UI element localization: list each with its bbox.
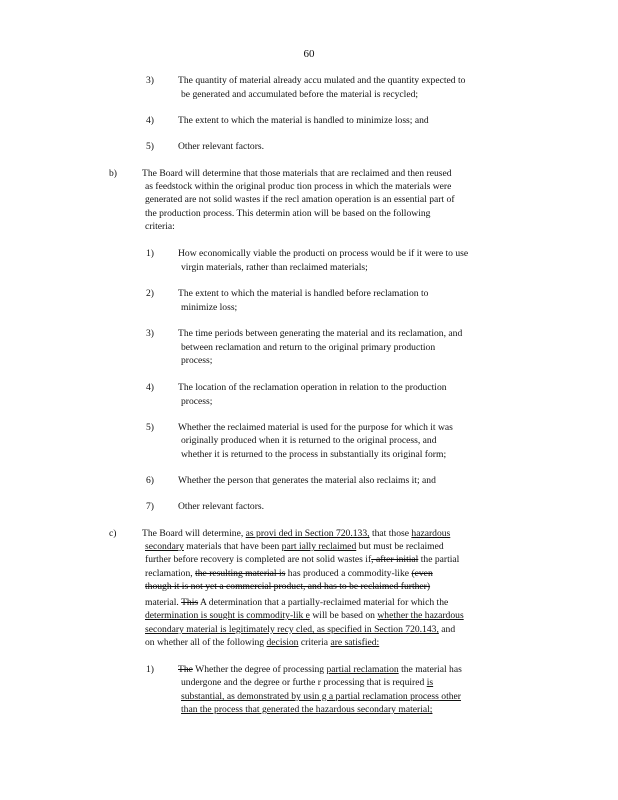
text-line (145, 623, 455, 636)
text-run: reclamation, (145, 568, 196, 579)
text-line: criteria: (145, 221, 175, 232)
text-line (145, 609, 464, 622)
inserted-text: substantial, as demonstrated by usin g a partial reclamation process other (181, 691, 462, 702)
text-line (181, 703, 432, 716)
text-line (145, 567, 433, 580)
inserted-text: hazardous (411, 528, 451, 539)
list-label: 4) (146, 115, 154, 126)
text-run: will be based on (309, 610, 378, 621)
list-label: 6) (146, 475, 154, 486)
list-label: 5) (146, 141, 154, 152)
text-line: Other relevant factors. (178, 501, 265, 512)
inserted-text: whether the hazardous (377, 610, 464, 621)
list-label: 5) (146, 422, 154, 433)
text-line: The extent to which the material is handled before reclamation to (178, 288, 429, 299)
text-line (145, 553, 459, 566)
text-run: criteria (298, 637, 331, 648)
section-label: c) (109, 528, 117, 539)
text-line (145, 580, 430, 593)
text-line (142, 527, 450, 540)
text-line: virgin materials, rather than reclaimed materials; (181, 262, 368, 273)
inserted-text: than the process that generated the hazardous secondary material; (181, 704, 433, 715)
deleted-text: the resulting material is (195, 568, 286, 579)
text-line: as feedstock within the original produc tion process in which the materials were (145, 181, 452, 192)
text-line: Whether the reclaimed material is used for the purpose for which it was (178, 422, 453, 433)
inserted-text: secondary (145, 541, 184, 552)
text-run: A determination that a partially-reclaimed material for which the (198, 597, 449, 608)
text-line: process; (181, 355, 213, 366)
text-line: minimize loss; (181, 302, 238, 313)
text-run: undergone and the degree or furthe r processing that is required (181, 677, 427, 688)
text-run: that those (369, 528, 412, 539)
list-label: 3) (146, 328, 154, 339)
text-line (145, 596, 448, 609)
list-label: 1) (146, 664, 154, 675)
text-line: the production process. This determin ation will be based on the following (145, 208, 431, 219)
inserted-text: secondary material is legitimately recy cled, as specified in Section 720.143, (145, 624, 439, 635)
deleted-text: , after initial (371, 554, 419, 565)
list-label: 3) (146, 75, 154, 86)
inserted-text: determination is sought is commodity-lik e (145, 610, 310, 621)
text-run: The Board will determine, (142, 528, 246, 539)
text-line: originally produced when it is returned to the original process, and (181, 435, 437, 446)
text-run: and (438, 624, 456, 635)
inserted-text: is (426, 677, 434, 688)
text-line (181, 676, 433, 689)
list-label: 7) (146, 501, 154, 512)
deleted-text: The (178, 664, 193, 675)
text-line: whether it is returned to the process in substantially its original form; (181, 449, 447, 460)
text-line (145, 636, 379, 649)
text-run: the partial (418, 554, 460, 565)
deleted-text: though it is not yet a commercial product, and has to be reclaimed further) (145, 581, 431, 592)
text-line: The extent to which the material is handled to minimize loss; and (178, 115, 429, 126)
text-line (181, 690, 461, 703)
text-run: has produced a commodity-like (285, 568, 412, 579)
inserted-text: partial reclamation (326, 664, 399, 675)
text-line (178, 663, 462, 676)
text-line: be generated and accumulated before the material is recycled; (181, 89, 419, 100)
page-number: 60 (303, 48, 315, 60)
text-line: The location of the reclamation operation in relation to the production (178, 382, 447, 393)
text-line (145, 540, 444, 553)
inserted-text: as provi ded in Section 720.133, (245, 528, 370, 539)
text-line: The Board will determine that those materials that are reclaimed and then reused (142, 168, 452, 179)
text-run: Whether the degree of processing (192, 664, 327, 675)
text-line: How economically viable the producti on process would be if it were to use (178, 248, 469, 259)
text-run: materials that have been (183, 541, 282, 552)
text-line: Other relevant factors. (178, 141, 265, 152)
deleted-text: This (181, 597, 199, 608)
text-line: The time periods between generating the material and its reclamation, and (178, 328, 463, 339)
list-label: 4) (146, 382, 154, 393)
text-run: further before recovery is completed are not solid wastes if (145, 554, 372, 565)
inserted-text: are satisfied: (330, 637, 380, 648)
text-run: material. (145, 597, 182, 608)
inserted-text: decision (266, 637, 299, 648)
section-label: b) (109, 168, 117, 179)
list-label: 2) (146, 288, 154, 299)
text-run: on whether all of the following (145, 637, 267, 648)
text-line: process; (181, 396, 213, 407)
list-label: 1) (146, 248, 154, 259)
text-run: but must be reclaimed (356, 541, 444, 552)
text-line: generated are not solid wastes if the recl amation operation is an essential part of (145, 194, 455, 205)
text-run: the material has (398, 664, 462, 675)
deleted-text: (even (411, 568, 433, 579)
text-line: Whether the person that generates the material also reclaims it; and (178, 475, 436, 486)
inserted-text: part ially reclaimed (281, 541, 357, 552)
text-line: The quantity of material already accu mulated and the quantity expected to (178, 75, 466, 86)
text-line: between reclamation and return to the original primary production (181, 342, 436, 353)
